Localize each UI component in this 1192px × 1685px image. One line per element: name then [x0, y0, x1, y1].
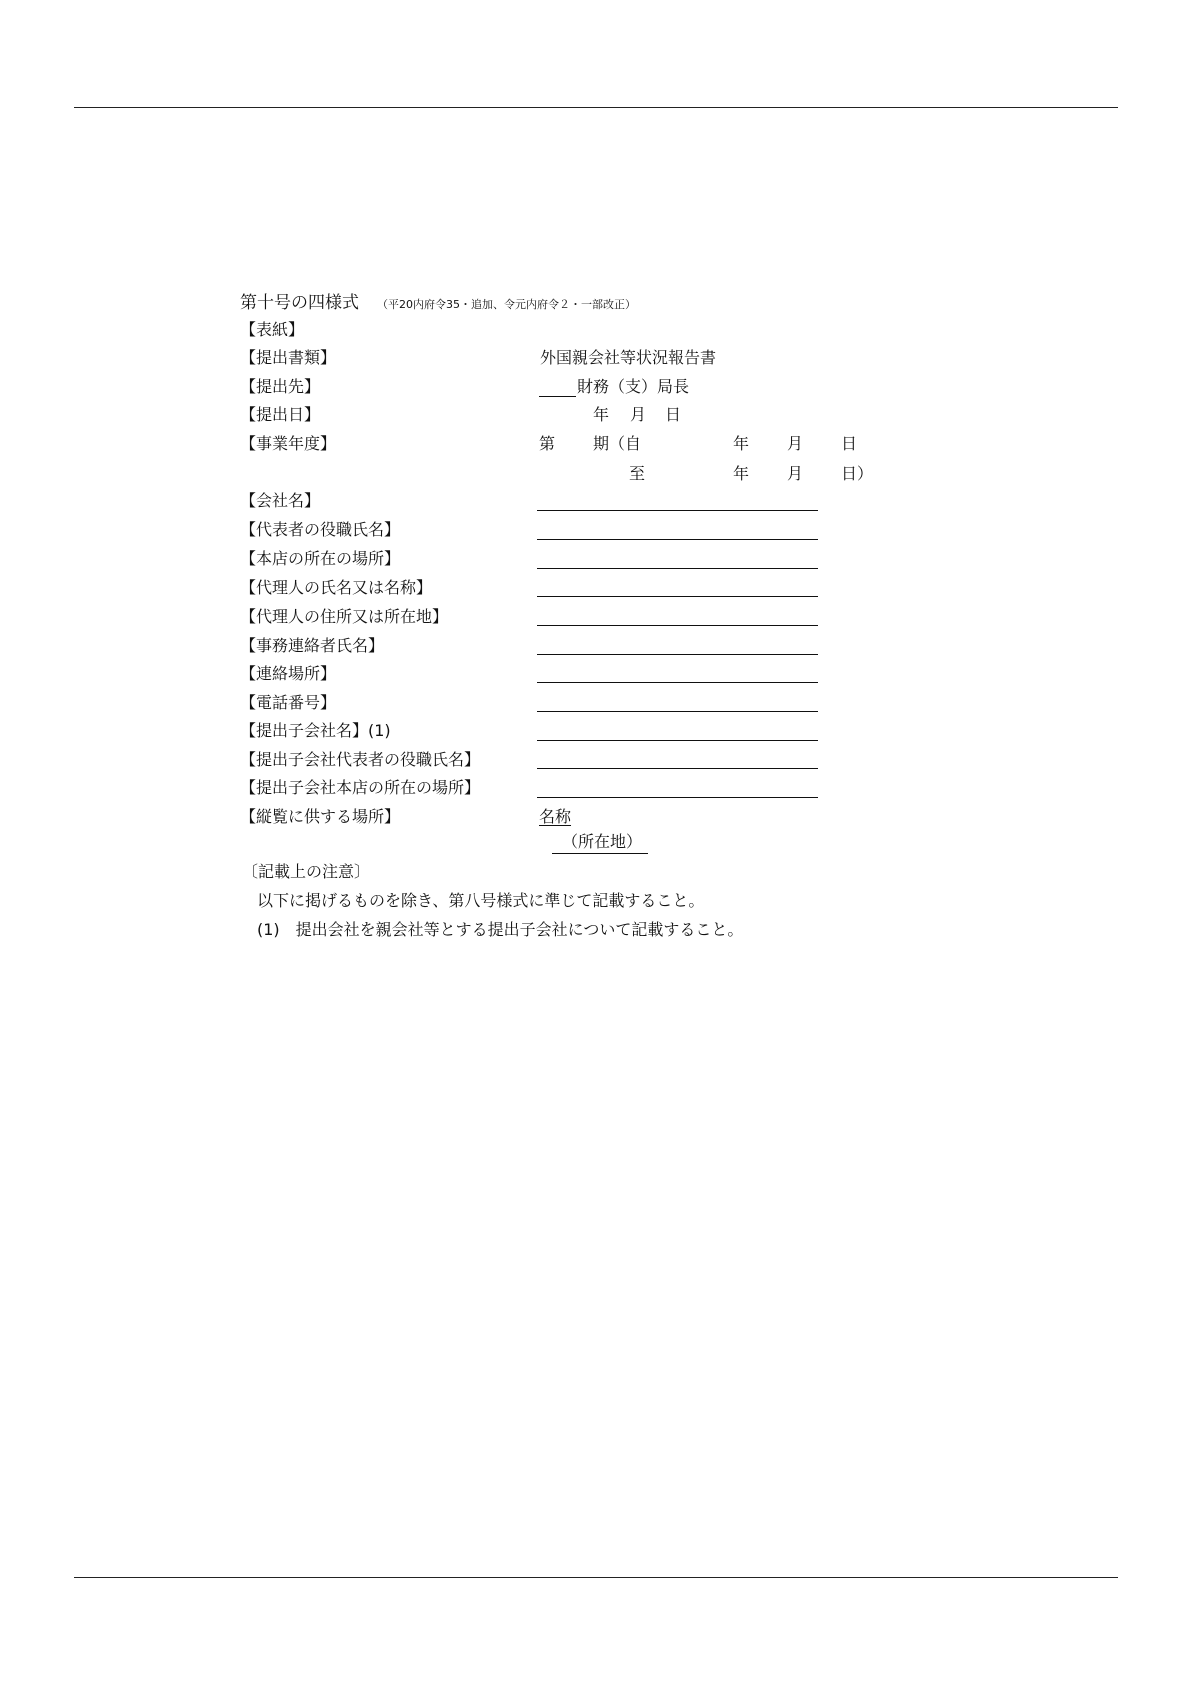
fiscal-year-label: 【事業年度】: [240, 434, 337, 453]
inspection-place-location: （所在地）: [552, 832, 648, 854]
contact-place-label: 【連絡場所】: [240, 664, 337, 683]
subsidiary-name-line[interactable]: [537, 740, 818, 741]
form-title-line: [240, 288, 636, 313]
agent-address-label: 【代理人の住所又は所在地】: [240, 607, 449, 626]
document-type-value: 外国親会社等状況報告書: [540, 348, 717, 367]
agent-address-line[interactable]: [537, 625, 818, 626]
fiscal-year-to-year: 年: [733, 464, 750, 483]
contact-person-label: 【事務連絡者氏名】: [240, 636, 385, 655]
fiscal-year-ki-from: 期（自: [593, 434, 642, 453]
submit-to-label: 【提出先】: [240, 377, 321, 396]
contact-place-line[interactable]: [537, 682, 818, 683]
head-office-line[interactable]: [537, 568, 818, 569]
company-name-label: 【会社名】: [240, 491, 321, 510]
phone-label: 【電話番号】: [240, 693, 337, 712]
representative-label: 【代表者の役職氏名】: [240, 520, 401, 539]
inspection-place-label: 【縦覧に供する場所】: [240, 807, 401, 826]
submit-date-label: 【提出日】: [240, 405, 321, 424]
notes-heading: 〔記載上の注意〕: [242, 862, 371, 881]
fiscal-year-dai: 第: [539, 434, 556, 453]
fiscal-year-from-month: 月: [787, 434, 804, 453]
subsidiary-rep-line[interactable]: [537, 768, 818, 769]
submit-to-value: [539, 377, 689, 397]
phone-line[interactable]: [537, 711, 818, 712]
submit-date-day: 日: [665, 405, 682, 424]
footer-rule: [74, 1577, 1118, 1578]
subsidiary-rep-label: 【提出子会社代表者の役職氏名】: [240, 750, 481, 769]
fiscal-year-to-month: 月: [787, 464, 804, 483]
fiscal-year-to-day: 日）: [841, 464, 874, 483]
bureau-blank[interactable]: [539, 381, 576, 397]
representative-line[interactable]: [537, 539, 818, 540]
inspection-place-name: 名称: [539, 807, 572, 826]
submit-date-year: 年: [593, 405, 610, 424]
fiscal-year-from-year: 年: [733, 434, 750, 453]
amendment-note: （平20内府令35・追加、令元内府令２・一部改正）: [377, 298, 636, 311]
notes-intro: 以下に掲げるものを除き、第八号様式に準じて記載すること。: [257, 891, 705, 910]
agent-name-label: 【代理人の氏名又は名称】: [240, 578, 433, 597]
fiscal-year-to: 至: [629, 464, 646, 483]
head-office-label: 【本店の所在の場所】: [240, 549, 401, 568]
agent-name-line[interactable]: [537, 596, 818, 597]
company-name-line[interactable]: [537, 510, 818, 511]
subsidiary-office-label: 【提出子会社本店の所在の場所】: [240, 778, 481, 797]
submit-to-text: 財務（支）局長: [577, 377, 690, 396]
contact-person-line[interactable]: [537, 654, 818, 655]
subsidiary-name-label: 【提出子会社名】(1): [240, 721, 391, 740]
cover-label: 【表紙】: [240, 320, 305, 339]
document-type-label: 【提出書類】: [240, 348, 337, 367]
fiscal-year-from-day: 日: [841, 434, 858, 453]
form-title: 第十号の四様式: [240, 293, 359, 313]
submit-date-month: 月: [630, 405, 647, 424]
subsidiary-office-line[interactable]: [537, 797, 818, 798]
notes-item-1: (1) 提出会社を親会社等とする提出子会社について記載すること。: [257, 920, 744, 939]
